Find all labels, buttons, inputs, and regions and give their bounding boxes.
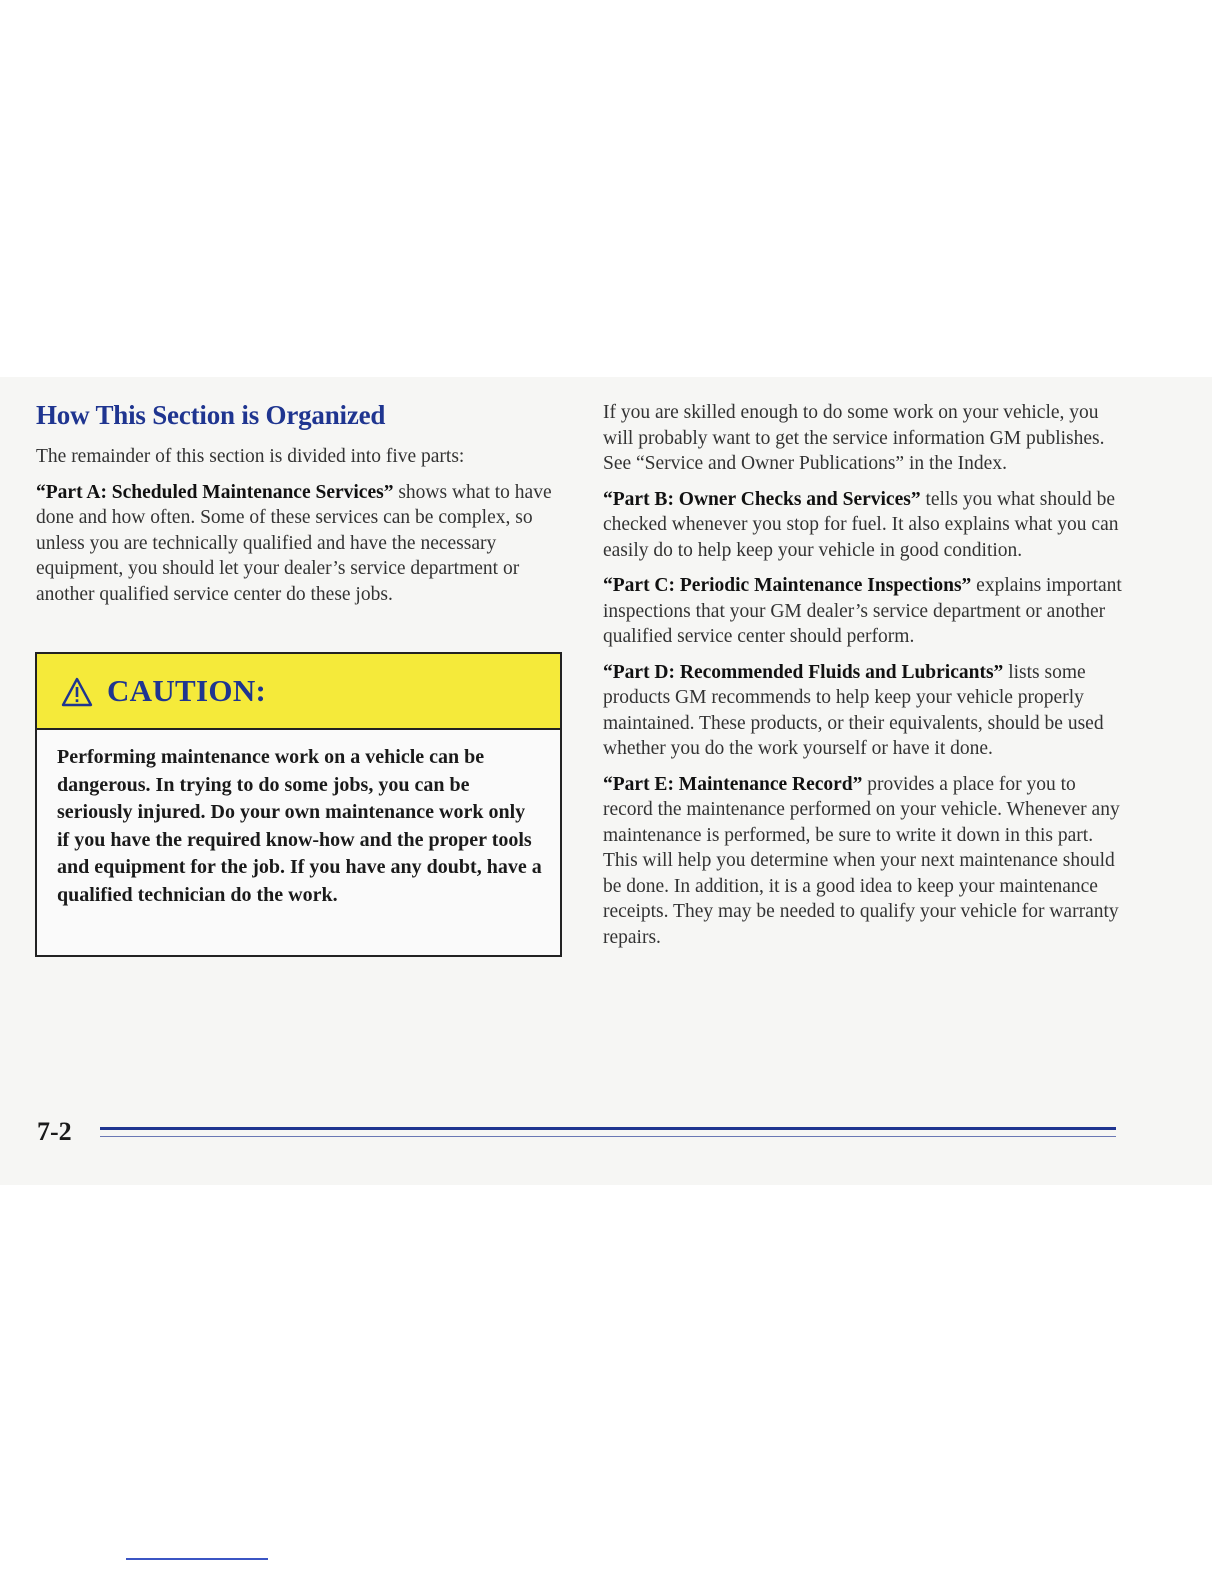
part-d-paragraph <box>603 660 1123 762</box>
warning-triangle-icon <box>61 677 93 707</box>
intro-paragraph: The remainder of this section is divided into five parts: <box>36 446 465 467</box>
part-e-label: “Part E: Maintenance Record” <box>603 773 863 795</box>
part-a-text: shows what to have done and how often. Some of these services can be complex, so unless you are technically qualified and have the necessary equipment, you should let your dealer’s service department or another qualified service center do these jobs. <box>36 481 552 605</box>
part-a-paragraph <box>36 480 562 608</box>
caution-text: Performing maintenance work on a vehicle can be dangerous. In trying to do some jobs, you can be seriously injured. Do your own maintenance work only if you have the required know-how and the proper tools and equipment for the job. If you have any doubt, have a qualified technician do the work. <box>57 746 542 906</box>
part-d-label: “Part D: Recommended Fluids and Lubricants” <box>603 661 1004 683</box>
part-e-paragraph <box>603 772 1123 951</box>
right-column <box>603 400 1123 960</box>
part-c-paragraph <box>603 573 1123 650</box>
caution-header <box>37 654 560 730</box>
part-b-text: tells you what should be checked whenever you stop for fuel. It also explains what you can easily do to help keep your vehicle in good condition. <box>603 488 1119 561</box>
page-number: 7-2 <box>37 1117 72 1146</box>
part-e-text: provides a place for you to record the maintenance performed on your vehicle. Whenever any maintenance is performed, be sure to write it down in this part. This will help you determine when your next maintenance should be done. In addition, it is a good idea to keep your maintenance receipts. They may be needed to qualify your vehicle for warranty repairs. <box>603 773 1120 948</box>
bottom-divider <box>126 1558 268 1560</box>
service-info-paragraph: If you are skilled enough to do some work on your vehicle, you will probably want to get the service information GM publishes. See “Service and Owner Publications” in the Index. <box>603 402 1105 474</box>
left-column <box>36 398 562 617</box>
footer-rule-thin <box>100 1136 1116 1137</box>
caution-box <box>35 652 562 957</box>
caution-title: CAUTION: <box>107 673 267 708</box>
part-c-text: explains important inspections that your GM dealer’s service department or another qualified service center should perform. <box>603 575 1122 647</box>
part-a-label: “Part A: Scheduled Maintenance Services” <box>36 481 394 503</box>
footer-rule <box>100 1127 1116 1130</box>
section-title: How This Section is Organized <box>36 400 386 430</box>
part-c-label: “Part C: Periodic Maintenance Inspections” <box>603 575 972 596</box>
part-b-paragraph <box>603 487 1123 564</box>
part-d-text: lists some products GM recommends to help keep your vehicle properly maintained. These products, or their equivalents, should be used whether you do the work yourself or have it done. <box>603 661 1104 759</box>
part-b-label: “Part B: Owner Checks and Services” <box>603 488 921 510</box>
